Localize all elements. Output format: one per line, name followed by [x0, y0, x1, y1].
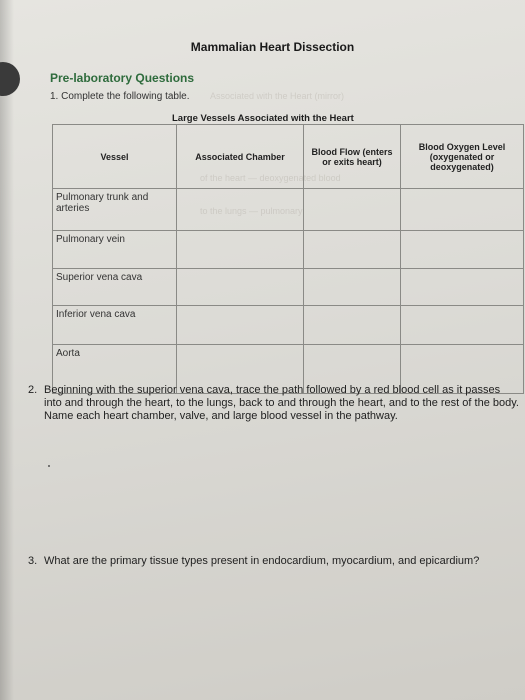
chamber-cell[interactable] — [177, 189, 304, 231]
binder-hole — [0, 62, 20, 96]
bleed-through-text: of the heart — deoxygenated blood — [200, 173, 341, 183]
header-blood-oxygen-level: Blood Oxygen Level (oxygenated or deoxygenated) — [401, 125, 524, 189]
pen-mark — [48, 465, 50, 467]
bleed-through-text: to the lungs — pulmonary — [200, 206, 303, 216]
table-row — [53, 269, 524, 306]
flow-cell[interactable] — [304, 231, 401, 269]
oxygen-cell[interactable] — [401, 189, 524, 231]
flow-cell[interactable] — [304, 269, 401, 306]
page-shadow — [0, 0, 14, 700]
question-3-number: 3. — [28, 555, 38, 567]
question-3-text: What are the primary tissue types present in endocardium, myocardium, and epicardium? — [44, 555, 480, 567]
header-associated-chamber: Associated Chamber — [177, 125, 304, 189]
question-1: 1. Complete the following table. — [50, 91, 190, 102]
flow-cell[interactable] — [304, 306, 401, 345]
header-vessel: Vessel — [53, 125, 177, 189]
vessel-cell: Pulmonary vein — [53, 231, 177, 269]
page-title: Mammalian Heart Dissection — [190, 40, 355, 54]
section-heading: Pre-laboratory Questions — [50, 71, 195, 85]
vessel-cell: Inferior vena cava — [53, 306, 177, 345]
question-2-text: Beginning with the superior vena cava, trace the path followed by a red blood cell as it passes into and through the heart, to the lungs, back to and through the heart, and to the rest of the body. Name each heart chamber, valve, and large blood vessel in the pathway. — [44, 384, 519, 422]
vessels-table — [52, 124, 524, 394]
vessel-cell: Superior vena cava — [53, 269, 177, 306]
vessel-cell: Aorta — [53, 345, 177, 394]
chamber-cell[interactable] — [177, 231, 304, 269]
vessel-cell: Pulmonary trunk and arteries — [53, 189, 177, 231]
table-header-row — [53, 125, 524, 189]
chamber-cell[interactable] — [177, 269, 304, 306]
table-row — [53, 231, 524, 269]
oxygen-cell[interactable] — [401, 231, 524, 269]
oxygen-cell[interactable] — [401, 269, 524, 306]
table-row — [53, 306, 524, 345]
flow-cell[interactable] — [304, 189, 401, 231]
question-2-number: 2. — [28, 384, 38, 396]
oxygen-cell[interactable] — [401, 306, 524, 345]
header-blood-flow: Blood Flow (enters or exits heart) — [304, 125, 401, 189]
table-caption: Large Vessels Associated with the Heart — [172, 113, 354, 124]
chamber-cell[interactable] — [177, 306, 304, 345]
table-row — [53, 189, 524, 231]
bleed-through-text: Associated with the Heart (mirror) — [210, 91, 345, 101]
